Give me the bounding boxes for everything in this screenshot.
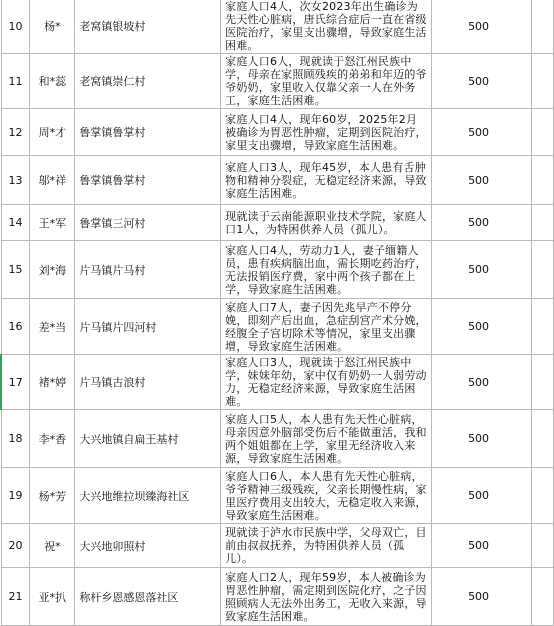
amount-cell[interactable]: 500 bbox=[432, 205, 532, 241]
village-cell[interactable]: 片马镇片四河村 bbox=[75, 299, 221, 355]
amount-cell[interactable]: 500 bbox=[432, 568, 532, 626]
row-number-cell[interactable]: 10 bbox=[1, 0, 30, 54]
village-cell[interactable]: 鲁掌镇鲁掌村 bbox=[75, 109, 221, 156]
village-cell[interactable]: 老窝镇银坡村 bbox=[75, 0, 221, 54]
table-row[interactable] bbox=[1, 524, 554, 568]
name-cell[interactable]: 亚*扒 bbox=[30, 568, 75, 626]
name-cell[interactable]: 祝* bbox=[30, 524, 75, 568]
empty-cell[interactable] bbox=[532, 524, 554, 568]
name-cell[interactable]: 杨*芳 bbox=[30, 468, 75, 524]
amount-cell[interactable]: 500 bbox=[432, 410, 532, 468]
empty-cell[interactable] bbox=[532, 205, 554, 241]
village-cell[interactable]: 大兴地镇自扁王基村 bbox=[75, 410, 221, 468]
table-row[interactable] bbox=[1, 109, 554, 156]
name-cell[interactable]: 刘*海 bbox=[30, 241, 75, 299]
row-number-cell[interactable]: 20 bbox=[1, 524, 30, 568]
description-cell[interactable]: 家庭人口6人，现就读于怒江州民族中学，母亲在家照顾残疾的弟弟和年迈的爷爷奶奶，家里收入仅靠父亲一人在外务工，家庭生活困难。 bbox=[221, 54, 432, 109]
row-number-cell[interactable]: 16 bbox=[1, 299, 30, 355]
description-cell[interactable]: 现就读于泸水市民族中学，父母双亡，目前由叔叔抚养，为特困供养人员（孤儿）。 bbox=[221, 524, 432, 568]
row-number-cell[interactable]: 14 bbox=[1, 205, 30, 241]
amount-cell[interactable]: 500 bbox=[432, 0, 532, 54]
table-row[interactable] bbox=[1, 410, 554, 468]
name-cell[interactable]: 李*香 bbox=[30, 410, 75, 468]
empty-cell[interactable] bbox=[532, 241, 554, 299]
row-number-cell[interactable]: 13 bbox=[1, 156, 30, 205]
village-cell[interactable]: 大兴地卯照村 bbox=[75, 524, 221, 568]
table-row[interactable] bbox=[1, 205, 554, 241]
name-cell[interactable]: 杨* bbox=[30, 0, 75, 54]
table-row[interactable] bbox=[1, 54, 554, 109]
row-number-cell[interactable]: 12 bbox=[1, 109, 30, 156]
amount-cell[interactable]: 500 bbox=[432, 109, 532, 156]
description-cell[interactable]: 家庭人口7人，妻子因先兆早产不停分娩，即刻产后出血，急症刮宫产术分娩，经腹全子宫切除术等情况，家里支出骤增，导致家庭生活困难。 bbox=[221, 299, 432, 355]
name-cell[interactable]: 差*当 bbox=[30, 299, 75, 355]
amount-cell[interactable]: 500 bbox=[432, 156, 532, 205]
empty-cell[interactable] bbox=[532, 156, 554, 205]
description-cell[interactable]: 家庭人口4人，现年60岁，2025年2月被确诊为胃恶性肿瘤，定期到医院治疗，家里支出骤增，导致家庭生活困难。 bbox=[221, 109, 432, 156]
empty-cell[interactable] bbox=[532, 568, 554, 626]
name-cell[interactable]: 王*军 bbox=[30, 205, 75, 241]
table-row[interactable] bbox=[1, 0, 554, 54]
description-cell[interactable]: 家庭人口4人，次女2023年出生确诊为先天性心脏病，唐氏综合症后一直在省级医院治疗，家里支出骤增，导致家庭生活困难。 bbox=[221, 0, 432, 54]
village-cell[interactable]: 鲁掌镇鲁掌村 bbox=[75, 156, 221, 205]
village-cell[interactable]: 鲁掌镇三河村 bbox=[75, 205, 221, 241]
table-row[interactable] bbox=[1, 241, 554, 299]
village-cell[interactable]: 称杆乡恩感恩落社区 bbox=[75, 568, 221, 626]
amount-cell[interactable]: 500 bbox=[432, 355, 532, 410]
amount-cell[interactable]: 500 bbox=[432, 241, 532, 299]
description-cell[interactable]: 家庭人口5人，本人患有先天性心脏病，母亲因意外脑部受伤后不能做重活，我和两个姐姐都在上学，家里无经济收入来源，导致家庭生活困难。 bbox=[221, 410, 432, 468]
description-cell[interactable]: 现就读于云南能源职业技术学院，家庭人口1人，为特困供养人员（孤儿）。 bbox=[221, 205, 432, 241]
empty-cell[interactable] bbox=[532, 468, 554, 524]
amount-cell[interactable]: 500 bbox=[432, 524, 532, 568]
village-cell[interactable]: 片马镇片马村 bbox=[75, 241, 221, 299]
row-number-cell[interactable]: 15 bbox=[1, 241, 30, 299]
empty-cell[interactable] bbox=[532, 0, 554, 54]
empty-cell[interactable] bbox=[532, 299, 554, 355]
village-cell[interactable]: 片马镇古浪村 bbox=[75, 355, 221, 410]
amount-cell[interactable]: 500 bbox=[432, 468, 532, 524]
row-number-cell[interactable]: 19 bbox=[1, 468, 30, 524]
row-number-cell[interactable]: 11 bbox=[1, 54, 30, 109]
row-number-cell[interactable]: 17 bbox=[1, 355, 30, 410]
description-cell[interactable]: 家庭人口2人，现年59岁，本人被确诊为胃恶性肿瘤，需定期到医院化疗，之子因照顾病人无法外出务工，无收入来源，导致家庭生活困难。 bbox=[221, 568, 432, 626]
empty-cell[interactable] bbox=[532, 410, 554, 468]
amount-cell[interactable]: 500 bbox=[432, 54, 532, 109]
row-number-cell[interactable]: 18 bbox=[1, 410, 30, 468]
table-row[interactable] bbox=[1, 299, 554, 355]
table-body bbox=[1, 0, 554, 626]
name-cell[interactable]: 周*才 bbox=[30, 109, 75, 156]
table-row[interactable] bbox=[1, 355, 554, 410]
name-cell[interactable]: 褚*婷 bbox=[30, 355, 75, 410]
name-cell[interactable]: 和*蕊 bbox=[30, 54, 75, 109]
name-cell[interactable]: 邬*祥 bbox=[30, 156, 75, 205]
description-cell[interactable]: 家庭人口3人，现年45岁，本人患有舌肿物和精神分裂症，无稳定经济来源，导致家庭生活困难。 bbox=[221, 156, 432, 205]
row-number-cell[interactable]: 21 bbox=[1, 568, 30, 626]
table-row[interactable] bbox=[1, 156, 554, 205]
table-row[interactable] bbox=[1, 568, 554, 626]
village-cell[interactable]: 大兴地维拉坝臻海社区 bbox=[75, 468, 221, 524]
empty-cell[interactable] bbox=[532, 109, 554, 156]
table-row[interactable] bbox=[1, 468, 554, 524]
description-cell[interactable]: 家庭人口3人，现就读于怒江州民族中学，妹妹年幼，家中仅有奶奶一人弱劳动力，无稳定经济来源，导致家庭生活困难。 bbox=[221, 355, 432, 410]
description-cell[interactable]: 家庭人口4人，劳动力1人，妻子缅籍人员，患有疾病脑出血，需长期吃药治疗，无法报销医疗费，家中两个孩子都在上学，导致家庭生活困难。 bbox=[221, 241, 432, 299]
amount-cell[interactable]: 500 bbox=[432, 299, 532, 355]
village-cell[interactable]: 老窝镇崇仁村 bbox=[75, 54, 221, 109]
empty-cell[interactable] bbox=[532, 54, 554, 109]
description-cell[interactable]: 家庭人口6人，本人患有先天性心脏病，爷爷精神三级残疾，父亲长期慢性病，家里医疗费用支出较大，无稳定收入来源，导致家庭生活困难。 bbox=[221, 468, 432, 524]
empty-cell[interactable] bbox=[532, 355, 554, 410]
